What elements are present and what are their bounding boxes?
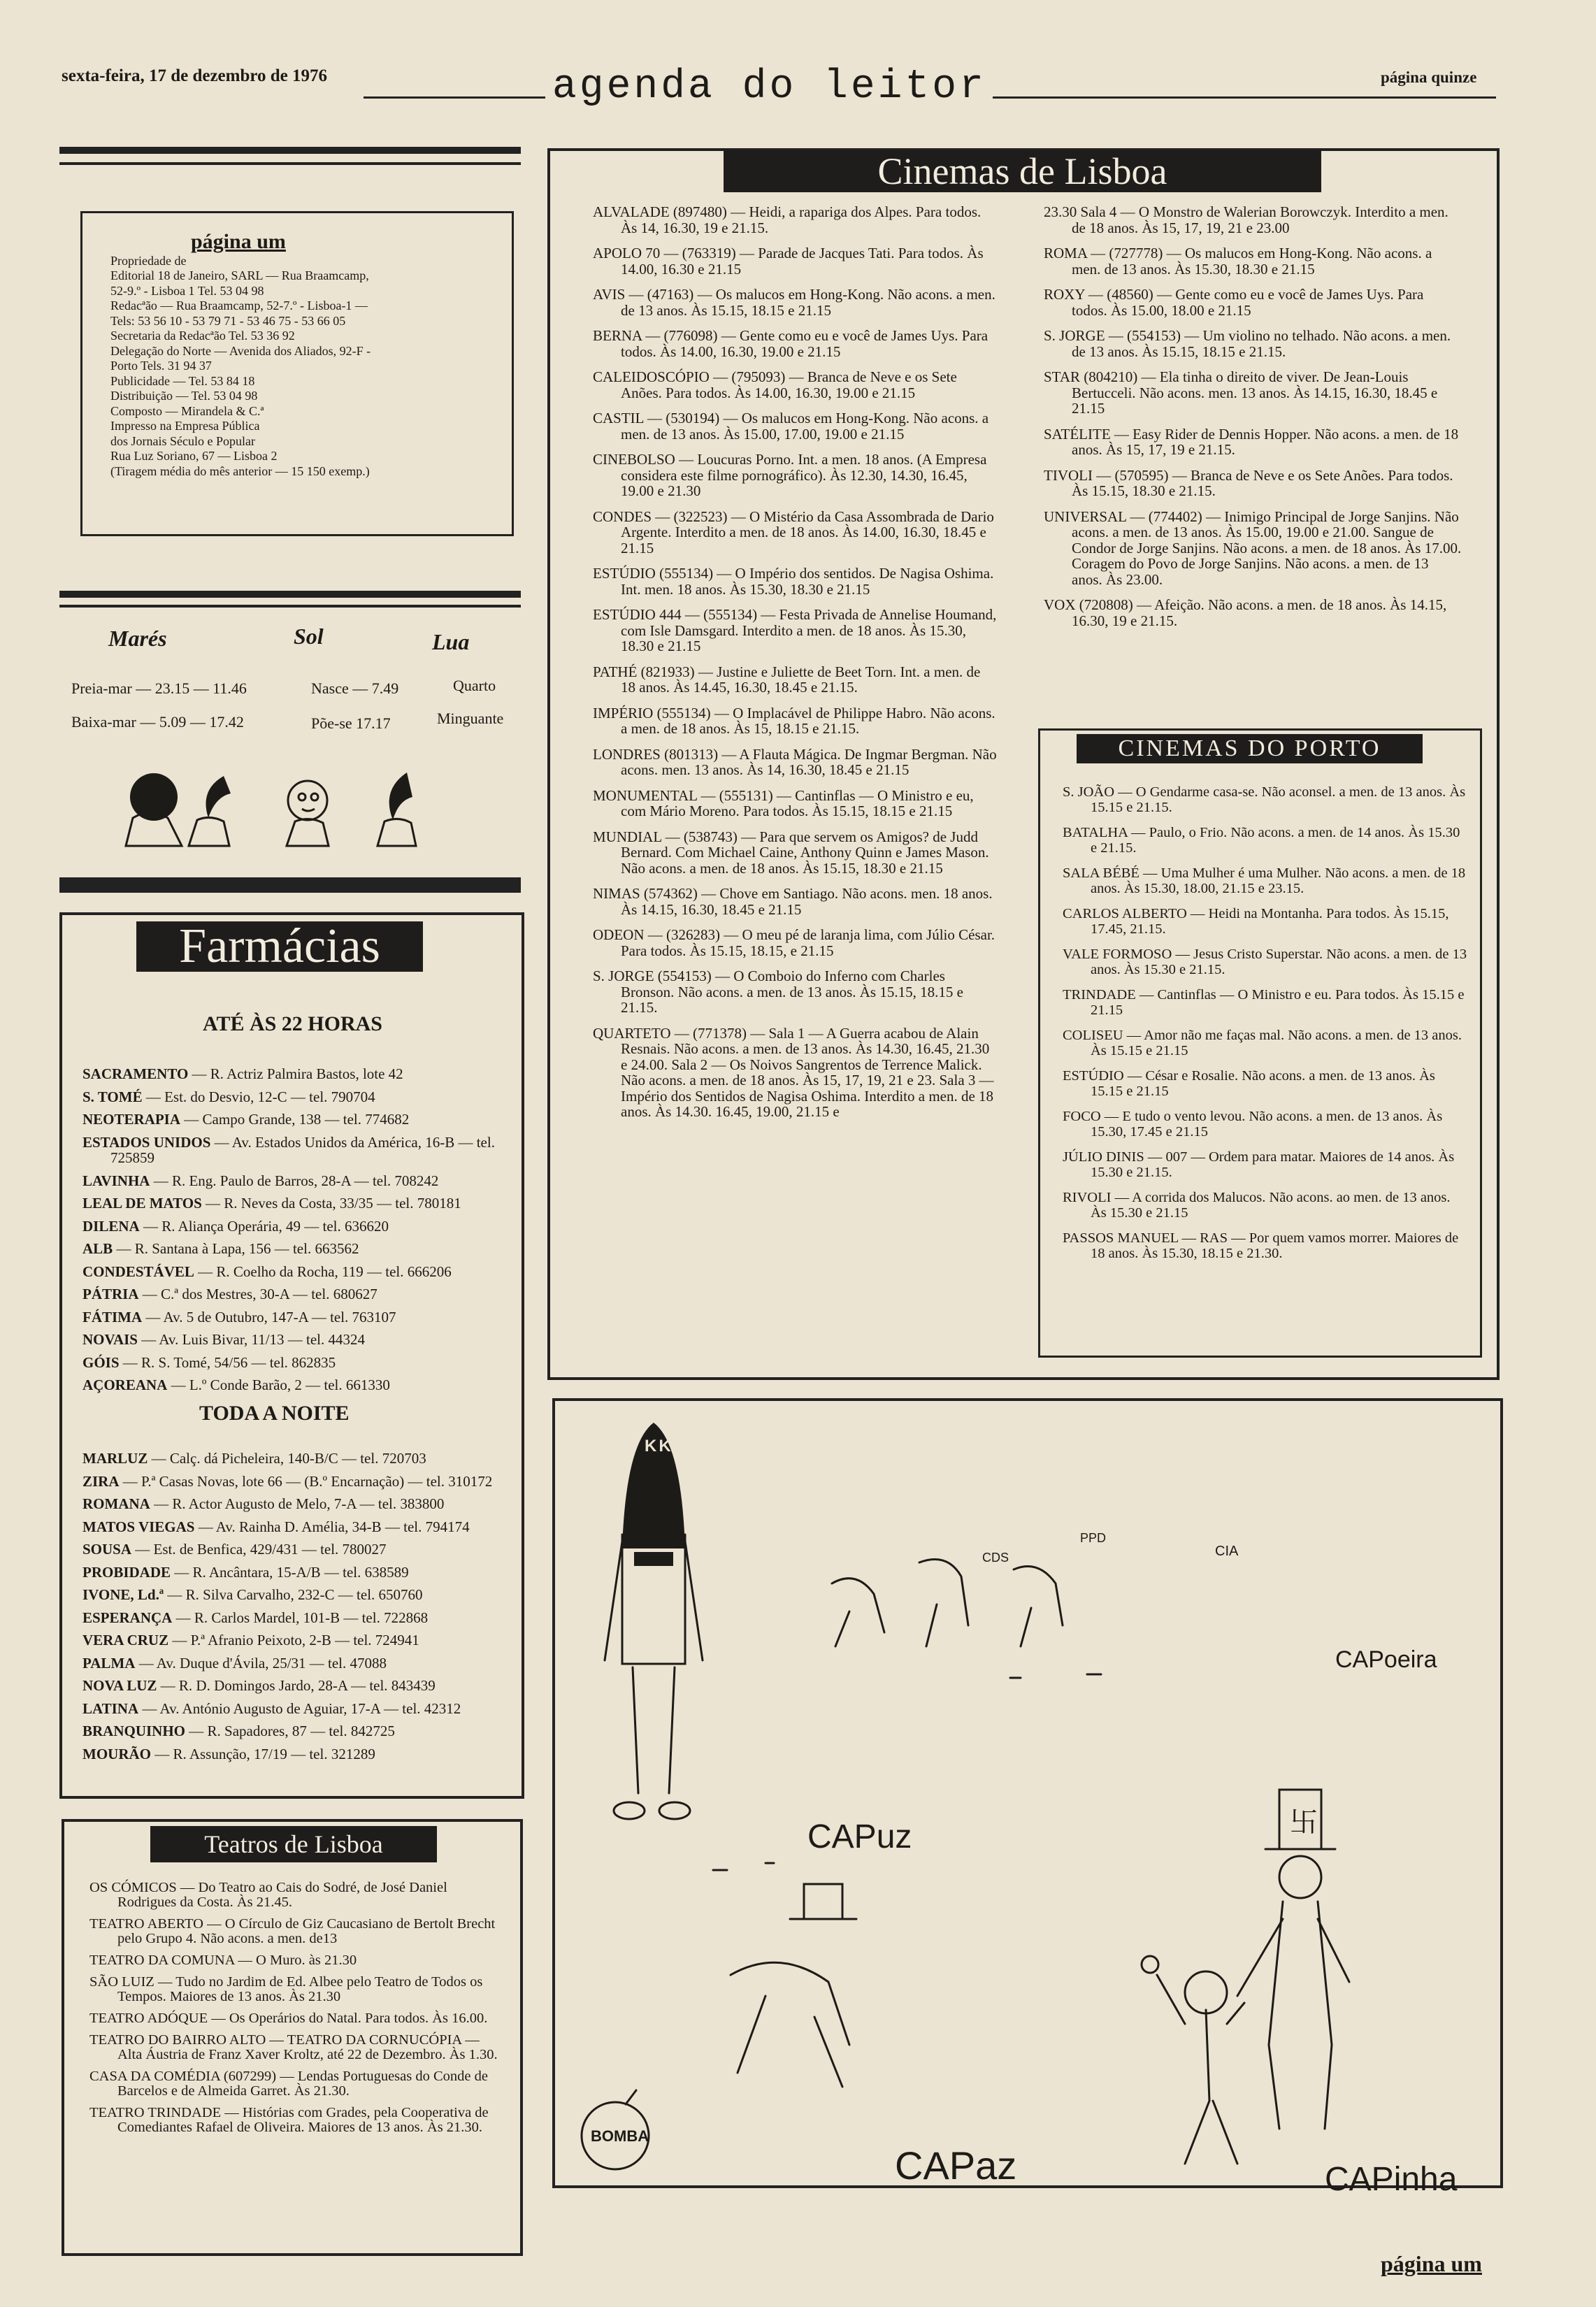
list-item: QUARTETO — (771378) — Sala 1 — A Guerra acabou de Alain Resnais. Não acons. a men. de 13 anos. Às 14.30, 16.45, 21.30 e 24.00. Sala 2 — Os Noivos Sangrentos de Terrence Malick. Não acons. a men. de 18 anos. Às 15, 17, 19, 21 e 23. Sala 3 — Império dos Sentidos de Nagisa Oshima. Interdito a men. de 18 anos. Às 14.30. 16.45, 19.00, 21.15 e [593, 1024, 994, 1120]
list-item [82, 1746, 502, 1762]
entry-text: — Av. Duque d'Ávila, 25/31 — tel. 47088 [135, 1654, 387, 1672]
list-item: CINEBOLSO — Loucuras Porno. Int. a men. 18 anos. (A Empresa considera este filme pornográfico). Às 12.30, 14.30, 16.45, 19.00 e 21.30 [593, 451, 987, 499]
entry-text: — R. Sapadores, 87 — tel. 842725 [185, 1723, 395, 1739]
list-item: TIVOLI — (570595) — Branca de Neve e os Sete Anões. Para todos. Às 15.15, 18.30 e 21.15. [1044, 466, 1453, 499]
list-item [82, 1286, 502, 1302]
entry-name: ZIRA [82, 1472, 120, 1490]
entry-text: — L.º Conde Barão, 2 — tel. 661330 [167, 1377, 390, 1393]
entry-name: SOUSA [82, 1541, 132, 1558]
list-item [82, 1587, 502, 1603]
masthead-box [80, 211, 514, 536]
list-item: CASTIL — (530194) — Os malucos em Hong-Kong. Não acons. a men. de 13 anos. Às 15.00, 17.00, 19.00 e 21.15 [593, 410, 989, 443]
entry-text: — C.ª dos Mestres, 30-A — tel. 680627 [138, 1286, 378, 1302]
capaz-caption: CAPaz [895, 2143, 1017, 2187]
farmacias-subtitle-2: TODA A NOITE [199, 1402, 350, 1425]
list-item: (Tiragem média do mês anterior — 15 150 exemp.) [110, 463, 370, 478]
entry-name: BRANQUINHO [82, 1723, 186, 1739]
list-item [82, 1723, 502, 1739]
list-item: CALEIDOSCÓPIO — (795093) — Branca de Neve e os Sete Anões. Para todos. Às 14.00, 16.30, 19.00 e 21.15 [593, 368, 957, 401]
list-item: Redacªão — Rua Braamcamp, 52-7.º - Lisboa-1 — [110, 299, 368, 312]
entry-name: MARLUZ [82, 1450, 148, 1467]
header-page: página quinze [1381, 69, 1477, 86]
farmacias-title: Farmácias [179, 919, 380, 973]
list-item: Publicidade — Tel. 53 84 18 [110, 373, 255, 388]
entry-name: AÇOREANA [82, 1377, 168, 1393]
teatros-list [89, 1881, 502, 2142]
entry-text: — R. Actor Augusto de Melo, 7-A — tel. 383800 [150, 1495, 445, 1512]
entry-text: — Est. de Benfica, 429/431 — tel. 780027 [131, 1541, 387, 1558]
list-item: S. JORGE (554153) — O Comboio do Inferno com Charles Bronson. Não acons. a men. de 13 anos. Às 15.15, 18.15 e 21.15. [593, 968, 963, 1016]
sol-label: Sol [294, 624, 324, 649]
list-item [82, 1541, 502, 1558]
entry-text: — Calç. dá Picheleira, 140-B/C — tel. 720703 [148, 1450, 426, 1467]
entry-name: NOVAIS [82, 1331, 138, 1348]
entry-text: — R. Santana à Lapa, 156 — tel. 663562 [113, 1240, 359, 1257]
list-item [82, 1377, 502, 1393]
sol-nasce: Nasce — 7.49 [311, 680, 399, 697]
moon-faces-illustration [119, 759, 461, 853]
list-item [82, 1241, 502, 1257]
entry-text: — Av. António Augusto de Aguiar, 17-A — tel. 42312 [138, 1699, 461, 1717]
list-item [82, 1219, 502, 1235]
list-item: MUNDIAL — (538743) — Para que servem os Amigos? de Judd Bernard. Com Michael Caine, Anthony Quinn e James Mason. Não acons. a men. de 18 anos. Às 15.15, 18.30 e 21.15 [593, 828, 989, 877]
list-item: TEATRO DO BAIRRO ALTO — TEATRO DA CORNUCÓPIA — Alta Áustria de Franz Xaver Kroltz, até 22 de Dezembro. Às 1.30. [89, 2032, 498, 2062]
list-item: Secretaria da Redacªão Tel. 53 36 92 [110, 329, 295, 343]
list-item: NIMAS (574362) — Chove em Santiago. Não acons. men. 18 anos. Às 14.15, 16.30, 18.45 e 21.15 [593, 885, 993, 918]
farmacias-list-22h [82, 1066, 502, 1400]
entry-name: FÁTIMA [82, 1308, 143, 1325]
list-item [82, 1565, 502, 1581]
masthead-lines [110, 254, 491, 480]
list-item: UNIVERSAL — (774402) — Inimigo Principal de Jorge Sanjins. Não acons. a men. de 13 anos. Às 15.00, 19.00 e 21.00. Sangue de Condor de Jorge Sanjins. Não acons. a men. de 18 anos. Às 17.00. Coragem do Povo de Jorge Sanjins. Não acons. a men. de 13 anos. Às 23.00. [1044, 508, 1462, 588]
list-item [82, 1701, 502, 1717]
cinemas-porto-list [1063, 784, 1468, 1271]
list-item [82, 1610, 502, 1626]
lua-fase-1: Quarto [453, 677, 496, 694]
list-item: LONDRES (801313) — A Flauta Mágica. De Ingmar Bergman. Não acons. men. 13 anos. Às 14, 16.30, 18.45 e 21.15 [593, 745, 997, 778]
entry-text: — Av. Rainha D. Amélia, 34-B — tel. 794174 [194, 1518, 470, 1535]
list-item: IMPÉRIO (555134) — O Implacável de Philippe Habro. Não acons. a men. de 18 anos. Às 15, 18.15 e 21.15. [593, 704, 995, 737]
list-item: S. JORGE — (554153) — Um violino no telhado. Não acons. a men. de 13 anos. Às 15.15, 18.15 e 21.15. [1044, 327, 1451, 360]
preia-mar: Preia-mar — 23.15 — 11.46 [71, 680, 247, 697]
entry-text: — Av. Luis Bivar, 11/13 — tel. 44324 [137, 1331, 366, 1348]
baixa-mar: Baixa-mar — 5.09 — 17.42 [71, 713, 244, 731]
entry-text: — Est. do Desvio, 12-C — tel. 790704 [142, 1088, 375, 1105]
entry-text: — P.ª Casas Novas, lote 66 — (B.º Encarnação) — tel. 310172 [119, 1472, 493, 1490]
list-item: MONUMENTAL — (555131) — Cantinflas — O Ministro e eu, com Mário Moreno. Para todos. Às 15.15, 18.15 e 21.15 [593, 786, 974, 819]
sol-poe: Põe-se 17.17 [311, 714, 391, 732]
divider [59, 591, 521, 598]
divider [59, 147, 521, 154]
bomba-label: BOMBA [591, 2127, 649, 2145]
cinemas-lisboa-col2 [1044, 204, 1462, 638]
list-item: SATÉLITE — Easy Rider de Dennis Hopper. Não acons. a men. de 18 anos. Às 15, 17, 19 e 21.15. [1044, 425, 1459, 458]
list-item: SÃO LUIZ — Tudo no Jardim de Ed. Albee pelo Teatro de Todos os Tempos. Maiores de 13 anos. Às 21.30 [89, 1974, 483, 2004]
list-item: JÚLIO DINIS — 007 — Ordem para matar. Maiores de 14 anos. Às 15.30 e 21.15. [1063, 1149, 1455, 1180]
list-item: SALA BÉBÉ — Uma Mulher é uma Mulher. Não acons. a men. de 18 anos. Às 15.30, 18.00, 21.15 e 23.15. [1063, 865, 1466, 896]
divider [59, 877, 521, 893]
list-item [82, 1496, 502, 1512]
header-date: sexta-feira, 17 de dezembro de 1976 [62, 66, 328, 85]
list-item [82, 1089, 502, 1105]
entry-name: LAVINHA [82, 1172, 150, 1189]
cia-label: CIA [1215, 1544, 1239, 1559]
farmacias-list-noite [82, 1451, 502, 1769]
entry-text: — R. Ancântara, 15-A/B — tel. 638589 [171, 1563, 409, 1581]
cartoon-illustration [556, 1402, 1500, 2185]
farmacias-title-bar [136, 921, 423, 972]
list-item: ESTÚDIO 444 — (555134) — Festa Privada de Annelise Houmand, com Isle Damsgard. Interdito a men. de 18 anos. Às 15.30, 18.30 e 21.15 [593, 606, 997, 654]
list-item [82, 1519, 502, 1535]
entry-name: LATINA [82, 1699, 139, 1717]
entry-name: MATOS VIEGAS [82, 1518, 195, 1535]
list-item: TEATRO ABERTO — O Círculo de Giz Caucasiano de Bertolt Brecht pelo Grupo 4. Não acons. a men. de13 [89, 1916, 496, 1946]
list-item: TRINDADE — Cantinflas — O Ministro e eu. Para todos. Às 15.15 e 21.15 [1063, 987, 1465, 1018]
entry-name: ALB [82, 1240, 113, 1257]
masthead-title: página um [191, 230, 286, 253]
cinemas-lisboa-title: Cinemas de Lisboa [877, 150, 1167, 192]
list-item: COLISEU — Amor não me faças mal. Não acons. a men. de 13 anos. Às 15.15 e 21.15 [1063, 1028, 1462, 1058]
entry-text: — R. Eng. Paulo de Barros, 28-A — tel. 708242 [150, 1172, 439, 1189]
list-item [82, 1066, 502, 1082]
divider [59, 605, 521, 608]
entry-name: S. TOMÉ [82, 1088, 143, 1105]
list-item: Porto Tels. 31 94 37 [110, 359, 212, 373]
entry-name: LEAL DE MATOS [82, 1195, 202, 1212]
list-item [82, 1451, 502, 1467]
list-item: BERNA — (776098) — Gente como eu e você de James Uys. Para todos. Às 14.00, 16.30, 19.00 e 21.15 [593, 327, 988, 360]
entry-text: — R. Coelho da Rocha, 119 — tel. 666206 [194, 1263, 452, 1280]
list-item [82, 1355, 502, 1371]
farmacias-subtitle-1: ATÉ ÀS 22 HORAS [203, 1012, 382, 1035]
swastika-icon: 卐 [1290, 1806, 1318, 1839]
capinha-caption: CAPinha [1325, 2161, 1458, 2198]
list-item: VALE FORMOSO — Jesus Cristo Superstar. Não acons. a men. de 13 anos. Às 15.30 e 21.15. [1063, 947, 1467, 977]
cinemas-lisboa-col1 [593, 204, 997, 1130]
list-item: TEATRO DA COMUNA — O Muro. às 21.30 [89, 1953, 357, 1968]
cinemas-porto-title: CINEMAS DO PORTO [1118, 735, 1381, 761]
list-item: S. JOÃO — O Gendarme casa-se. Não aconsel. a men. de 13 anos. Às 15.15 e 21.15. [1063, 784, 1466, 815]
header-rule-left [364, 96, 545, 99]
list-item: TEATRO TRINDADE — Histórias com Grades, pela Cooperativa de Comediantes Rafael de Oliveira. Maiores de 13 anos. Às 21.30. [89, 2105, 489, 2135]
entry-name: NEOTERAPIA [82, 1111, 181, 1128]
entry-text: — Campo Grande, 138 — tel. 774682 [180, 1111, 410, 1128]
entry-name: PALMA [82, 1654, 136, 1672]
page-title: agenda do leitor [552, 64, 986, 110]
list-item: ESTÚDIO (555134) — O Império dos sentidos. De Nagisa Oshima. Int. men. 18 anos. Às 15.30, 18.30 e 21.15 [593, 565, 994, 598]
list-item [82, 1112, 502, 1128]
header-rule-right [993, 96, 1496, 99]
list-item: Tels: 53 56 10 - 53 79 71 - 53 46 75 - 53 66 05 [110, 313, 346, 328]
list-item: CASA DA COMÉDIA (607299) — Lendas Portuguesas do Conde de Barcelos e de Almeida Garret. Às 21.30. [89, 2069, 488, 2099]
list-item: PASSOS MANUEL — RAS — Por quem vamos morrer. Maiores de 18 anos. Às 15.30, 18.15 e 21.30. [1063, 1230, 1459, 1261]
lua-fase-2: Minguante [437, 710, 504, 727]
list-item: APOLO 70 — (763319) — Parade de Jacques Tati. Para todos. Às 14.00, 16.30 e 21.15 [593, 245, 984, 278]
entry-name: GÓIS [82, 1353, 120, 1371]
list-item: TEATRO ADÓQUE — Os Operários do Natal. Para todos. Às 16.00. [89, 2011, 488, 2026]
list-item [82, 1474, 502, 1490]
entry-text: — R. S. Tomé, 54/56 — tel. 862835 [119, 1353, 336, 1371]
list-item [82, 1195, 502, 1212]
footer-logo: página um [1381, 2251, 1482, 2276]
entry-name: ESTADOS UNIDOS [82, 1133, 211, 1151]
list-item: FOCO — E tudo o vento levou. Não acons. a men. de 13 anos. Às 15.30, 17.45 e 21.15 [1063, 1109, 1443, 1140]
mares-label: Marés [108, 626, 167, 651]
entry-name: PROBIDADE [82, 1563, 171, 1581]
capoeira-caption: CAPoeira [1335, 1646, 1437, 1673]
cinemas-porto-title-bar [1077, 734, 1423, 763]
entry-text: — R. Neves da Costa, 33/35 — tel. 780181 [201, 1195, 461, 1212]
list-item: 23.30 Sala 4 — O Monstro de Walerian Borowczyk. Interdito a men. de 18 anos. Às 15, 17, 19, 21 e 23.00 [1044, 203, 1448, 236]
entry-text: — Av. Estados Unidos da América, 16-B — tel. 725859 [110, 1133, 495, 1166]
entry-name: NOVA LUZ [82, 1677, 157, 1694]
list-item [82, 1678, 502, 1694]
teatros-title-bar [150, 1826, 437, 1862]
list-item: Rua Luz Soriano, 67 — Lisboa 2 [110, 449, 278, 463]
list-item: OS CÓMICOS — Do Teatro ao Cais do Sodré, de José Daniel Rodrigues da Costa. Às 21.45. [89, 1880, 447, 1910]
entry-name: DILENA [82, 1217, 140, 1235]
divider [59, 162, 521, 165]
list-item: AVIS — (47163) — Os malucos em Hong-Kong. Não acons. a men. de 13 anos. Às 15.15, 18.15 e 21.15 [593, 286, 995, 319]
list-item [82, 1332, 502, 1348]
ppd-label: PPD [1080, 1531, 1107, 1545]
list-item: ESTÚDIO — César e Rosalie. Não acons. a men. de 13 anos. Às 15.15 e 21.15 [1063, 1068, 1435, 1099]
capuz-caption: CAPuz [807, 1818, 912, 1855]
list-item: ROMA — (727778) — Os malucos em Hong-Kong. Não acons. a men. de 13 anos. Às 15.30, 18.30 e 21.15 [1044, 245, 1432, 278]
list-item: Delegação do Norte — Avenida dos Aliados, 92-F - [110, 343, 371, 358]
entry-text: — R. Silva Carvalho, 232-C — tel. 650760 [164, 1586, 423, 1603]
list-item: RIVOLI — A corrida dos Malucos. Não acons. ao men. de 13 anos. Às 15.30 e 21.15 [1063, 1190, 1451, 1221]
list-item: Impresso na Empresa Pública [110, 419, 260, 433]
kkk-label: KKK [645, 1437, 687, 1456]
list-item: Distribuição — Tel. 53 04 98 [110, 389, 258, 403]
entry-text: — Av. 5 de Outubro, 147-A — tel. 763107 [142, 1308, 396, 1325]
list-item [82, 1135, 502, 1166]
entry-name: ROMANA [82, 1495, 150, 1512]
list-item: Propriedade de [110, 253, 187, 268]
cds-label: CDS [982, 1551, 1009, 1565]
list-item: Editorial 18 de Janeiro, SARL — Rua Braamcamp, [110, 268, 369, 282]
lua-label: Lua [432, 629, 470, 654]
entry-name: VERA CRUZ [82, 1632, 169, 1648]
list-item: VOX (720808) — Afeição. Não acons. a men. de 18 anos. Às 14.15, 16.30, 19 e 21.15. [1044, 596, 1447, 629]
entry-name: CONDESTÁVEL [82, 1263, 194, 1280]
list-item: ROXY — (48560) — Gente como eu e você de James Uys. Para todos. Às 15.00, 18.00 e 21.15 [1044, 286, 1424, 319]
list-item [82, 1655, 502, 1672]
entry-name: PÁTRIA [82, 1286, 139, 1302]
entry-name: SACRAMENTO [82, 1065, 189, 1082]
entry-text: — R. D. Domingos Jardo, 28-A — tel. 843439 [157, 1677, 436, 1694]
list-item: BATALHA — Paulo, o Frio. Não acons. a men. de 14 anos. Às 15.30 e 21.15. [1063, 825, 1460, 856]
list-item [82, 1264, 502, 1280]
list-item [82, 1309, 502, 1325]
entry-text: — R. Carlos Mardel, 101-B — tel. 722868 [172, 1609, 429, 1626]
list-item: dos Jornais Século e Popular [110, 433, 255, 448]
list-item [82, 1173, 502, 1189]
entry-text: — R. Assunção, 17/19 — tel. 321289 [151, 1745, 375, 1762]
entry-name: MOURÃO [82, 1745, 151, 1762]
list-item: ALVALADE (897480) — Heidi, a rapariga dos Alpes. Para todos. Às 14, 16.30, 19 e 21.15. [593, 203, 982, 236]
list-item [82, 1632, 502, 1648]
list-item: CONDES — (322523) — O Mistério da Casa Assombrada de Dario Argente. Interdito a men. de 18 anos. Às 14.00, 16.30, 18.45 e 21.15 [593, 508, 994, 556]
entry-name: IVONE, Ld.ª [82, 1586, 164, 1603]
list-item: STAR (804210) — Ela tinha o direito de viver. De Jean-Louis Bertucceli. Não acons. men. 13 anos. Às 14.15, 16.30, 18.45 e 21.15 [1044, 368, 1438, 417]
entry-text: — R. Aliança Operária, 49 — tel. 636620 [139, 1217, 389, 1235]
list-item: ODEON — (326283) — O meu pé de laranja lima, com Júlio César. Para todos. Às 15.15, 18.15, e 21.15 [593, 926, 995, 959]
list-item: Composto — Mirandela & C.ª [110, 403, 264, 418]
cinemas-lisboa-title-bar [724, 150, 1321, 192]
entry-name: ESPERANÇA [82, 1609, 173, 1626]
list-item: 52-9.º - Lisboa 1 Tel. 53 04 98 [110, 283, 264, 298]
list-item: PATHÉ (821933) — Justine e Juliette de Beet Torn. Int. a men. de 18 anos. Às 14.45, 16.30, 18.45 e 21.15. [593, 663, 981, 696]
list-item: CARLOS ALBERTO — Heidi na Montanha. Para todos. Às 15.15, 17.45, 21.15. [1063, 906, 1449, 937]
entry-text: — R. Actriz Palmira Bastos, lote 42 [188, 1065, 403, 1082]
teatros-title: Teatros de Lisboa [204, 1830, 383, 1858]
entry-text: — P.ª Afranio Peixoto, 2-B — tel. 724941 [168, 1632, 419, 1648]
